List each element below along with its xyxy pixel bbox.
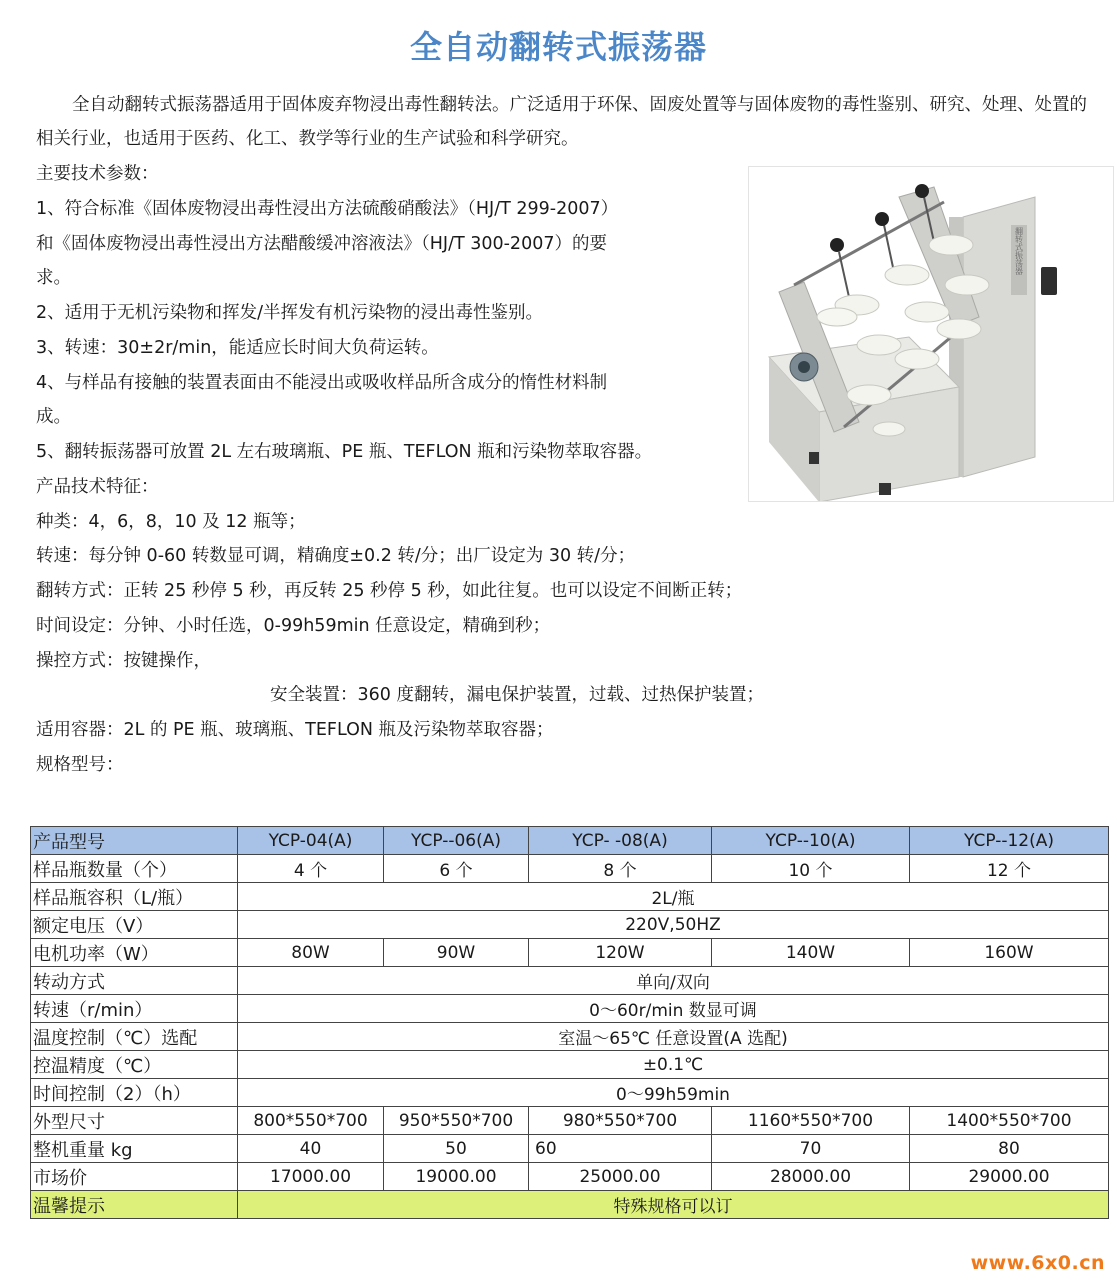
table-row-bottle-volume	[31, 883, 1109, 911]
row-label: 温度控制（℃）选配	[31, 1023, 238, 1051]
param-line-1-end: 求。	[36, 268, 71, 288]
param-line-1-cont: 和《固体废物浸出毒性浸出方法醋酸缓冲溶液法》（HJ/T 300-2007）的要	[36, 234, 607, 254]
table-cell: 80	[910, 1135, 1109, 1163]
intro-paragraph: 全自动翻转式振荡器适用于固体废弃物浸出毒性翻转法。广泛适用于环保、固废处置等与固体废物的毒性鉴别、研究、处理、处置的相关行业，也适用于医药、化工、教学等行业的生产试验和科学研究。	[36, 95, 1087, 149]
param-line-5: 5、翻转振荡器可放置 2L 左右玻璃瓶、PE 瓶、TEFLON 瓶和污染物萃取容器。	[36, 442, 653, 462]
table-cell: 25000.00	[529, 1163, 712, 1191]
site-watermark: www.6x0.cn	[970, 1252, 1105, 1274]
table-cell: 特殊规格可以订	[238, 1191, 1109, 1219]
section-heading-models: 规格型号：	[36, 755, 124, 775]
section-heading-features: 产品技术特征：	[36, 477, 159, 497]
feature-control: 操控方式：按键操作，	[36, 651, 211, 671]
table-cell: 60	[529, 1135, 712, 1163]
table-row-voltage	[31, 911, 1109, 939]
row-label: 额定电压（V）	[31, 911, 238, 939]
row-label: 转动方式	[31, 967, 238, 995]
section-heading-params: 主要技术参数：	[36, 164, 159, 184]
table-cell: 220V,50HZ	[238, 911, 1109, 939]
table-row-temp-precision	[31, 1051, 1109, 1079]
product-photo	[748, 166, 1114, 502]
table-cell: 950*550*700	[384, 1107, 529, 1135]
table-cell: 80W	[238, 939, 384, 967]
table-cell: 980*550*700	[529, 1107, 712, 1135]
row-label: 电机功率（W）	[31, 939, 238, 967]
table-cell: 160W	[910, 939, 1109, 967]
param-line-1: 1、符合标准《固体废物浸出毒性浸出方法硫酸硝酸法》（HJ/T 299-2007）	[36, 199, 619, 219]
table-row-power	[31, 939, 1109, 967]
row-label: 样品瓶数量（个）	[31, 855, 238, 883]
table-row-tip	[31, 1191, 1109, 1219]
spec-table	[30, 826, 1109, 1219]
table-cell: 17000.00	[238, 1163, 384, 1191]
row-label: 市场价	[31, 1163, 238, 1191]
model-ycp-12: YCP--12(A)	[910, 827, 1109, 855]
table-cell: 90W	[384, 939, 529, 967]
table-row-header	[31, 827, 1109, 855]
table-cell: 50	[384, 1135, 529, 1163]
table-cell: 28000.00	[712, 1163, 910, 1191]
page-title: 全自动翻转式振荡器	[409, 28, 707, 66]
table-cell: 0～99h59min	[238, 1079, 1109, 1107]
param-line-4-end: 成。	[36, 407, 71, 427]
model-ycp-08: YCP- -08(A)	[529, 827, 712, 855]
feature-types: 种类：4，6，8，10 及 12 瓶等；	[36, 512, 306, 532]
table-cell: 1400*550*700	[910, 1107, 1109, 1135]
table-cell: 室温～65℃ 任意设置(A 选配)	[238, 1023, 1109, 1051]
table-row-price	[31, 1163, 1109, 1191]
feature-safety: 安全装置：360 度翻转，漏电保护装置，过载、过热保护装置；	[270, 685, 764, 705]
table-cell: 19000.00	[384, 1163, 529, 1191]
row-label: 时间控制（2）（h）	[31, 1079, 238, 1107]
table-cell: 29000.00	[910, 1163, 1109, 1191]
model-ycp-10: YCP--10(A)	[712, 827, 910, 855]
row-label: 样品瓶容积（L/瓶）	[31, 883, 238, 911]
table-cell: 8 个	[529, 855, 712, 883]
table-cell: 1160*550*700	[712, 1107, 910, 1135]
model-ycp-06: YCP--06(A)	[384, 827, 529, 855]
table-row-temp-control	[31, 1023, 1109, 1051]
table-cell: 10 个	[712, 855, 910, 883]
row-label: 转速（r/min）	[31, 995, 238, 1023]
table-row-time-control	[31, 1079, 1109, 1107]
header-label: 产品型号	[31, 827, 238, 855]
model-ycp-04: YCP-04(A)	[238, 827, 384, 855]
table-row-bottle-count	[31, 855, 1109, 883]
feature-containers: 适用容器：2L 的 PE 瓶、玻璃瓶、TEFLON 瓶及污染物萃取容器；	[36, 720, 554, 740]
param-line-2: 2、适用于无机污染物和挥发/半挥发有机污染物的浸出毒性鉴别。	[36, 303, 544, 323]
table-cell: 70	[712, 1135, 910, 1163]
table-row-dimensions	[31, 1107, 1109, 1135]
feature-time: 时间设定：分钟、小时任选，0-99h59min 任意设定，精确到秒；	[36, 616, 551, 636]
table-cell: 140W	[712, 939, 910, 967]
table-cell: 6 个	[384, 855, 529, 883]
table-cell: 12 个	[910, 855, 1109, 883]
table-row-weight	[31, 1135, 1109, 1163]
table-cell: ±0.1℃	[238, 1051, 1109, 1079]
param-line-3: 3、转速：30±2r/min，能适应长时间大负荷运转。	[36, 338, 439, 358]
table-cell: 2L/瓶	[238, 883, 1109, 911]
row-label: 整机重量 kg	[31, 1135, 238, 1163]
table-cell: 4 个	[238, 855, 384, 883]
row-label: 外型尺寸	[31, 1107, 238, 1135]
table-cell: 0～60r/min 数显可调	[238, 995, 1109, 1023]
table-cell: 120W	[529, 939, 712, 967]
feature-speed: 转速：每分钟 0-60 转数显可调，精确度±0.2 转/分；出厂设定为 30 转/分；	[36, 546, 636, 566]
table-row-speed	[31, 995, 1109, 1023]
param-line-4: 4、与样品有接触的装置表面由不能浸出或吸收样品所含成分的惰性材料制	[36, 373, 608, 393]
table-row-drive	[31, 967, 1109, 995]
table-cell: 单向/双向	[238, 967, 1109, 995]
table-cell: 800*550*700	[238, 1107, 384, 1135]
row-label: 温馨提示	[31, 1191, 238, 1219]
feature-flip-mode: 翻转方式：正转 25 秒停 5 秒，再反转 25 秒停 5 秒，如此往复。也可以设定不间断正转；	[36, 581, 743, 601]
row-label: 控温精度（℃）	[31, 1051, 238, 1079]
cabinet-label: 翻转式振荡器	[1014, 227, 1024, 275]
table-cell: 40	[238, 1135, 384, 1163]
